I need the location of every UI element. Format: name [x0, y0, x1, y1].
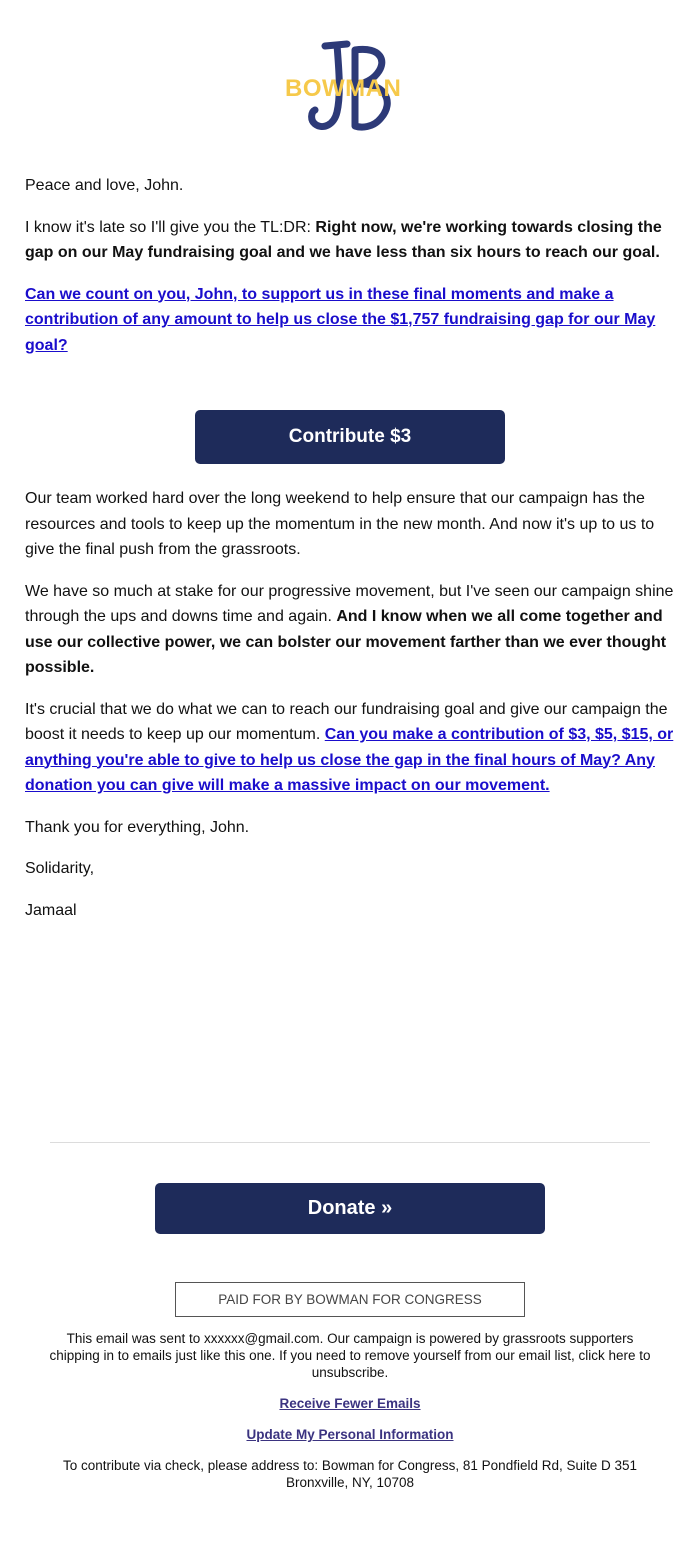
stakes-paragraph: [25, 579, 675, 681]
footer: [45, 1330, 655, 1491]
logo-wordmark: BOWMAN: [285, 75, 402, 102]
paid-for-disclaimer: PAID FOR BY BOWMAN FOR CONGRESS: [175, 1282, 525, 1317]
team-paragraph: Our team worked hard over the long weekend to help ensure that our campaign has the resources and tools to keep up the momentum in the new month. And now it's up to us to give the final push from the grassroots.: [25, 490, 655, 558]
signature: Jamaal: [25, 901, 77, 919]
email-body: [25, 173, 675, 939]
thanks-line: Thank you for everything, John.: [25, 818, 250, 836]
unsubscribe-notice[interactable]: This email was sent to xxxxxx@gmail.com. Our campaign is powered by grassroots supporters chipping in to emails just like this one. If you need to remove yourself from our email list, click here to unsubscribe.: [49, 1331, 651, 1380]
contribution-ask-link[interactable]: Can we count on you, John, to support us in these final moments and make a contribution of any amount to help us close the $1,757 fundraising gap for our May goal?: [25, 285, 656, 354]
stakes-text: We have so much at stake for our progressive movement, but I've seen our campaign shine through the ups and downs time and again.: [25, 582, 674, 625]
donation-amounts-link[interactable]: Can you make a contribution of $3, $5, $15, or anything you're able to give to help us close the gap in the final hours of May? Any donation you can give will make a massive impact on our movement.: [25, 726, 674, 794]
bowman-logo: [285, 40, 415, 136]
crucial-text: It's crucial that we do what we can to reach our fundraising goal and give our campaign the boost it needs to keep up our momentum.: [25, 700, 668, 743]
stakes-bold-text: And I know when we all come together and use our collective power, we can bolster our movement farther than we ever thought possible.: [25, 608, 667, 676]
ask-paragraph: [25, 282, 675, 359]
jb-logo-graphic: [285, 40, 415, 136]
intro-text: I know it's late so I'll give you the TL:DR:: [25, 218, 316, 236]
mailing-address-line-1: To contribute via check, please address to: Bowman for Congress, 81 Pondfield Rd, Suite D 351: [62, 1458, 638, 1473]
crucial-paragraph: [25, 697, 675, 799]
divider: [50, 1142, 650, 1143]
greeting: Peace and love, John.: [25, 177, 184, 194]
signoff-line: Solidarity,: [25, 860, 95, 877]
receive-fewer-emails-link[interactable]: Receive Fewer Emails: [279, 1396, 421, 1411]
contribute-3-button[interactable]: Contribute $3: [195, 410, 505, 464]
intro-paragraph: [25, 215, 675, 266]
update-personal-info-link[interactable]: Update My Personal Information: [246, 1427, 454, 1442]
intro-bold-text: Right now, we're working towards closing the gap on our May fundraising goal and we have less than six hours to reach our goal.: [25, 218, 662, 261]
mailing-address-line-2: Bronxville, NY, 10708: [285, 1475, 415, 1490]
donate-button[interactable]: Donate »: [155, 1183, 545, 1234]
